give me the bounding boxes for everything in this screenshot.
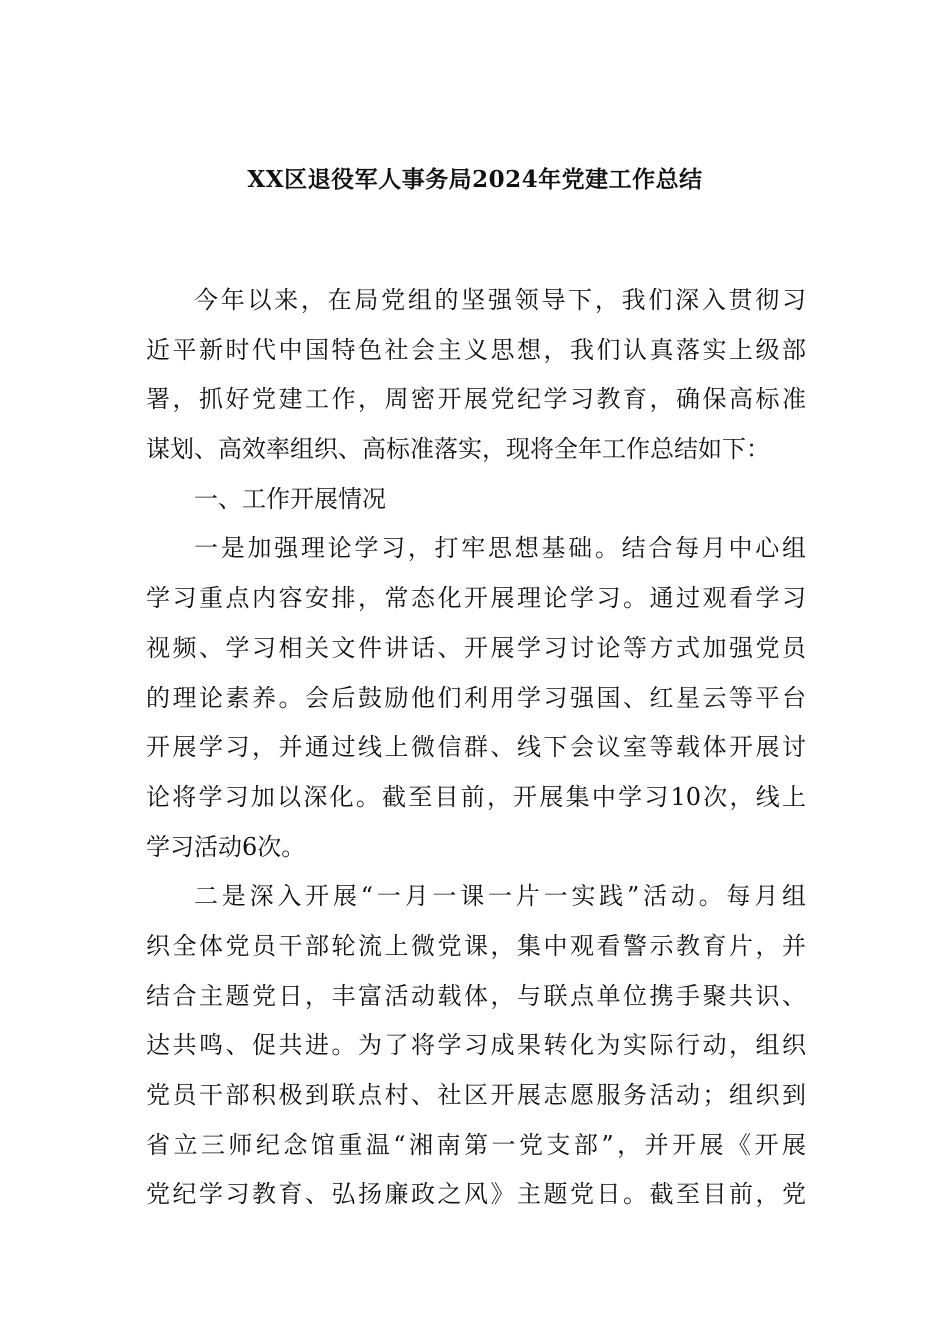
paragraph-line: 学习活动6次。	[146, 832, 306, 861]
paragraph-line: 的理论素养。会后鼓励他们利用学习强国、红星云等平台	[146, 683, 806, 712]
paragraph-line: 织全体党员干部轮流上微党课，集中观看警示教育片，并	[146, 931, 806, 960]
paragraph-line: 近平新时代中国特色社会主义思想，我们认真落实上级部	[146, 335, 806, 364]
paragraph-line: 二是深入开展“一月一课一片一实践”活动。每月组	[194, 882, 806, 911]
document-title: XX区退役军人事务局2024年党建工作总结	[247, 166, 703, 193]
document-body	[146, 276, 806, 1220]
paragraph-line: 达共鸣、促共进。为了将学习成果转化为实际行动，组织	[146, 1031, 806, 1060]
paragraph-line: 谋划、高效率组织、高标准落实，现将全年工作总结如下：	[146, 435, 770, 464]
section-heading: 一、工作开展情况	[194, 484, 386, 513]
paragraph-line: 开展学习，并通过线上微信群、线下会议室等载体开展讨	[146, 733, 806, 762]
paragraph-line: 视频、学习相关文件讲话、开展学习讨论等方式加强党员	[146, 633, 806, 662]
paragraph-line: 一是加强理论学习，打牢思想基础。结合每月中心组	[194, 534, 806, 563]
paragraph-line: 党员干部积极到联点村、社区开展志愿服务活动；组织到	[146, 1081, 806, 1109]
paragraph-line: 党纪学习教育、弘扬廉政之风》主题党日。截至目前，党	[146, 1180, 806, 1209]
paragraph-line: 论将学习加以深化。截至目前，开展集中学习10次，线上	[146, 782, 806, 811]
paragraph-line: 今年以来，在局党组的坚强领导下，我们深入贯彻习	[194, 286, 806, 314]
paragraph-line: 省立三师纪念馆重温“湘南第一党支部”，并开展《开展	[146, 1130, 806, 1159]
paragraph-line: 学习重点内容安排，常态化开展理论学习。通过观看学习	[146, 584, 806, 613]
paragraph-line: 署，抓好党建工作，周密开展党纪学习教育，确保高标准	[146, 385, 806, 414]
paragraph-line: 结合主题党日，丰富活动载体，与联点单位携手聚共识、	[146, 981, 806, 1010]
